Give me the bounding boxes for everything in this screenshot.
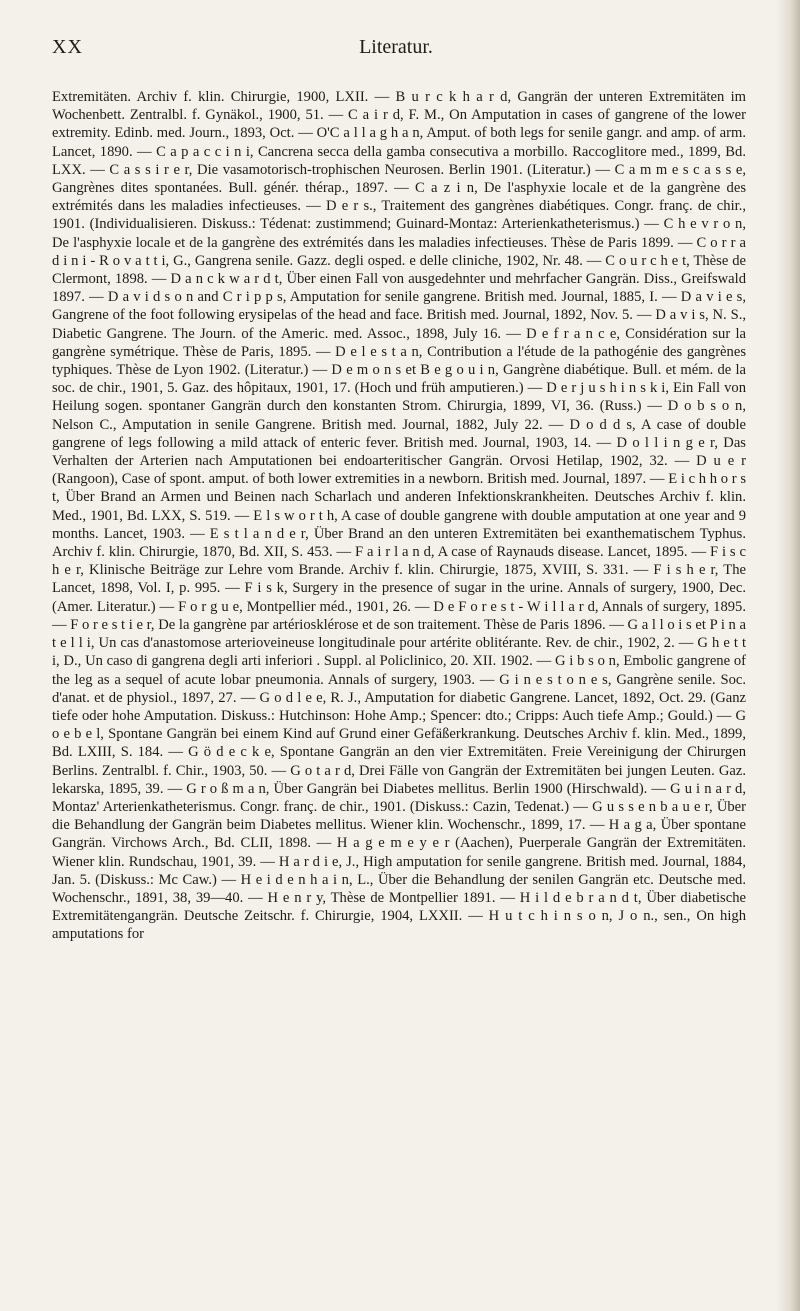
page-header: [52, 36, 740, 66]
page-edge-shadow: [776, 0, 800, 1311]
bibliography-paragraph: Extremitäten. Archiv f. klin. Chirurgie, 1900, LXII. — B u r c k h a r d, Gangrän der unteren Extremitäten im Wochenbett. Zentralbl. f. Gynäkol., 1900, 51. — C a i r d, F. M., On Amputation in cases of gangrene of the lower extremity. Edinb. med. Journ., 1893, Oct. — O'C a l l a g h a n, Amput. of both legs for senile gangr. and amp. of arm. Lancet, 1890. — C a p a c c i n i, Cancrena secca della gamba consecutiva a morbillo. Raccoglitore med., 1899, Bd. LXX. — C a s s i r e r, Die vasamotorisch-trophischen Neurosen. Berlin 1901. (Literatur.) — C a m m e s c a s s e, Gangrènes dites spontanées. Bull. génér. thérap., 1897. — C a z i n, De l'asphyxie locale et de la gangrène des extrémités dans les maladies infectieuses. — D e r s., Traitement des gangrènes diabétiques. Congr. franç. de chir., 1901. (Individualisieren. Diskuss.: Tédenat: zustimmend; Guinard-Montaz: Arterienkatheterismus.) — C h e v r o n, De l'asphyxie locale et de la gangrène des extrémités dans les maladies infectieuses. Thèse de Paris 1899. — C o r r a d i n i - R o v a t t i, G., Gangrena senile. Gazz. degli osped. e delle cliniche, 1902, Nr. 48. — C o u r c h e t, Thèse de Clermont, 1898. — D a n c k w a r d t, Über einen Fall von ausgedehnter und mehrfacher Gangrän. Diss., Greifswald 1897. — D a v i d s o n and C r i p p s, Amputation for senile gangrene. British med. Journal, 1885, I. — D a v i e s, Gangrene of the foot following erysipelas of the head and face. British med. Journal, 1892, Nov. 5. — D a v i s, N. S., Diabetic Gangrene. The Journ. of the Americ. med. Assoc., 1898, July 16. — D e f r a n c e, Considération sur la gangrène symétrique. Thèse de Paris, 1895. — D e l e s t a n, Contribution a l'étude de la pathogénie des gangrènes typhiques. Thèse de Lyon 1902. (Literatur.) — D e m o n s et B e g o u i n, Gangrène diabétique. Bull. et mém. de la soc. de chir., 1901, 5. Gaz. des hôpitaux, 1901, 17. (Hoch und früh amputieren.) — D e r j u s h i n s k i, Ein Fall von Heilung sogen. spontaner Gangrän durch den konstanten Strom. Chirurgia, 1899, VI, 36. (Russ.) — D o b s o n, Nelson C., Amputation in senile Gangrene. British med. Journal, 1882, July 22. — D o d d s, A case of double gangrene of legs following a mild attack of enteric fever. British med. Journal, 1903, 14. — D o l l i n g e r, Das Verhalten der Arterien nach Amputationen bei endoarteritischer Gangrän. Orvosi Hetilap, 1902, 32. — D u e r (Rangoon), Case of spont. amput. of both lower extremities in a newborn. British med. Journal, 1897. — E i c h h o r s t, Über Brand an Armen und Beinen nach Scharlach und anderen Infektionskrankheiten. Deutsches Archiv f. klin. Med., 1901, Bd. LXX, S. 519. — E l s w o r t h, A case of double gangrene with double amputation at one year and 9 months. Lancet, 1903. — E s t l a n d e r, Über Brand an den unteren Extremitäten bei exanthematischem Typhus. Archiv f. klin. Chirurgie, 1870, Bd. XII, S. 453. — F a i r l a n d, A case of Raynauds disease. Lancet, 1895. — F i s c h e r, Klinische Beiträge zur Lehre vom Brande. Archiv f. klin. Chirurgie, 1875, XVIII, S. 331. — F i s h e r, The Lancet, 1898, Vol. I, p. 995. — F i s k, Surgery in the presence of sugar in the urine. Annals of surgery, 1900, Dec. (Amer. Literatur.) — F o r g u e, Montpellier méd., 1901, 26. — D e F o r e s t - W i l l a r d, Annals of surgery, 1895. — F o r e s t i e r, De la gangrène par artériosklérose et de son traitement. Thèse de Paris 1896. — G a l l o i s et P i n a t e l l i, Un cas d'anastomose arterioveineuse longitudinale pour artérite oblitérante. Rev. de chir., 1902, 2. — G h e t t i, D., Un caso di gangrena degli arti inferiori . Suppl. al Policlinico, 20. XII. 1902. — G i b s o n, Embolic gangrene of the leg as a sequel of acute lobar pneumonia. Annals of surgery, 1903. — G i n e s t o n e s, Gangrène senile. Soc. d'anat. et de physiol., 1897, 27. — G o d l e e, R. J., Amputation for diabetic Gangrene. Lancet, 1892, Oct. 29. (Ganz tiefe oder hohe Amputation. Diskuss.: Hutchinson: Hohe Amp.; Spencer: dto.; Cripps: Auch tiefe Amp.; Gould.) — G o e b e l, Spontane Gangrän bei einem Kind auf Grund einer Gefäßerkrankung. Deutsches Archiv f. klin. Med., 1899, Bd. LXIII, S. 184. — G ö d e c k e, Spontane Gangrän an den vier Extremitäten. Freie Vereinigung der Chirurgen Berlins. Zentralbl. f. Chir., 1903, 50. — G o t a r d, Drei Fälle von Gangrän der Extremitäten bei jungen Leuten. Gaz. lekarska, 1895, 39. — G r o ß m a n, Über Gangrän bei Diabetes mellitus. Berlin 1900 (Hirschwald). — G u i n a r d, Montaz' Arterienkatheterismus. Congr. franç. de chir., 1901. (Diskuss.: Cazin, Tedenat.) — G u s s e n b a u e r, Über die Behandlung der Gangrän beim Diabetes mellitus. Wiener klin. Wochenschr., 1899, 17. — H a g a, Über spontane Gangrän. Virchows Arch., Bd. CLII, 1898. — H a g e m e y e r (Aachen), Puerperale Gangrän der Extremitäten. Wiener klin. Rundschau, 1901, 39. — H a r d i e, J., High amputation for senile gangrene. British med. Journal, 1884, Jan. 5. (Diskuss.: Mc Caw.) — H e i d e n h a i n, L., Über die Behandlung der senilen Gangrän etc. Deutsche med. Wochenschr., 1891, 38, 39—40. — H e n r y, Thèse de Montpellier 1891. — H i l d e b r a n d t, Über diabetische Extremitätengangrän. Deutsche Zeitschr. f. Chirurgie, 1904, LXXII. — H u t c h i n s o n, J o n., sen., On high amputations for: [52, 89, 746, 943]
page-number: XX: [52, 36, 83, 58]
running-head: Literatur.: [359, 36, 433, 58]
bibliography-text: [52, 88, 746, 944]
